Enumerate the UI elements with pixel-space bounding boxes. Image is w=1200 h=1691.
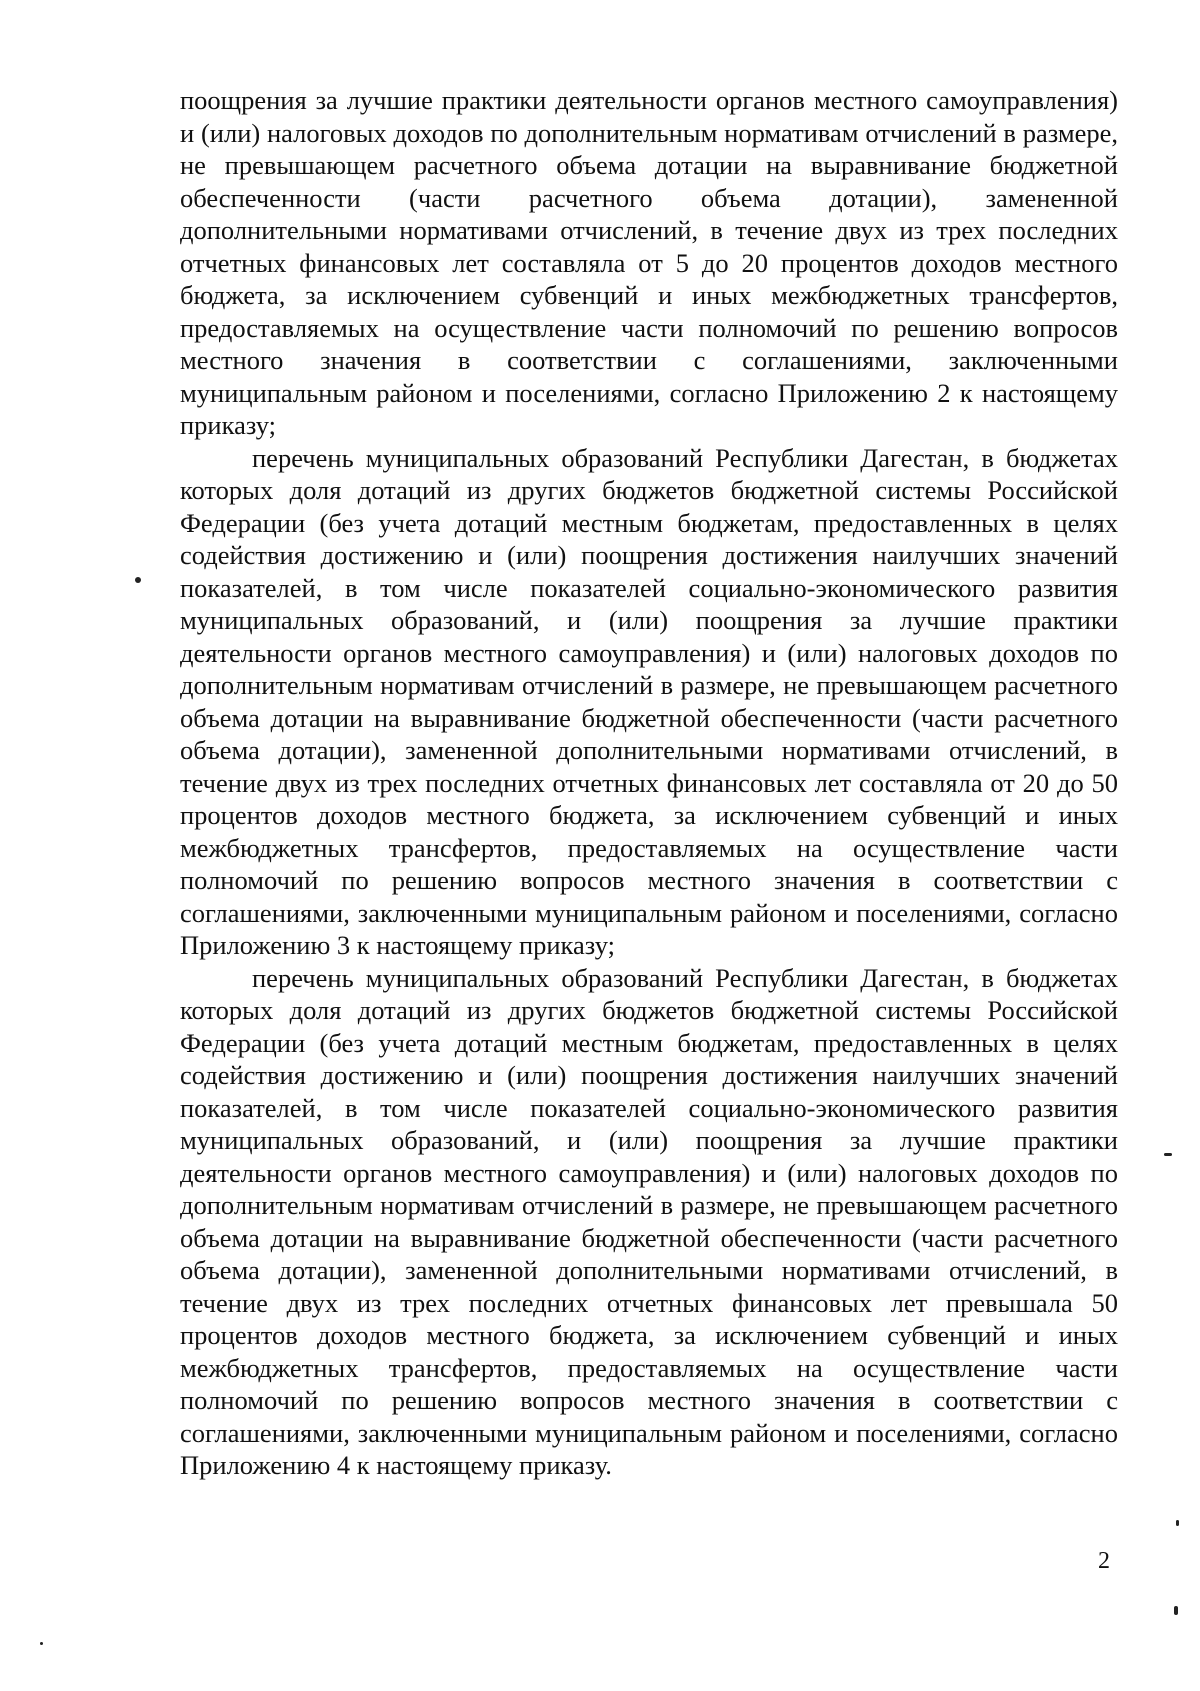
paragraph-list-item-appendix-3: перечень муниципальных образований Республики Дагестан, в бюджетах которых доля дотаций из других бюджетов бюджетной системы Российской Федерации (без учета дотаций местным бюджетам, предоставленных в целях содействия достижению и (или) поощрения достижения наилучших значений показателей, в том числе показателей социально-экономического развития муниципальных образований, и (или) поощрения за лучшие практики деятельности органов местного самоуправления) и (или) налоговых доходов по дополнительным нормативам отчислений в размере, не превышающем расчетного объема дотации на выравнивание бюджетной обеспеченности (части расчетного объема дотации), замененной дополнительными нормативами отчислений, в течение двух из трех последних отчетных финансовых лет составляла от 20 до 50 процентов доходов местного бюджета, за исключением субвенций и иных межбюджетных трансфертов, предоставляемых на осуществление части полномочий по решению вопросов местного значения в соответствии с соглашениями, заключенными муниципальным районом и поселениями, согласно Приложению 3 к настоящему приказу;	[180, 442, 1118, 960]
paragraph-list-item-appendix-4: перечень муниципальных образований Республики Дагестан, в бюджетах которых доля дотаций из других бюджетов бюджетной системы Российской Федерации (без учета дотаций местным бюджетам, предоставленных в целях содействия достижению и (или) поощрения достижения наилучших значений показателей, в том числе показателей социально-экономического развития муниципальных образований, и (или) поощрения за лучшие практики деятельности органов местного самоуправления) и (или) налоговых доходов по дополнительным нормативам отчислений в размере, не превышающем расчетного объема дотации на выравнивание бюджетной обеспеченности (части расчетного объема дотации), замененной дополнительными нормативами отчислений, в течение двух из трех последних отчетных финансовых лет превышала 50 процентов доходов местного бюджета, за исключением субвенций и иных межбюджетных трансфертов, предоставляемых на осуществление части полномочий по решению вопросов местного значения в соответствии с соглашениями, заключенными муниципальным районом и поселениями, согласно Приложению 4 к настоящему приказу.	[180, 962, 1118, 1480]
scan-speck	[1176, 1520, 1179, 1526]
page-number: 2	[1098, 1548, 1110, 1574]
scan-speck	[135, 577, 141, 583]
document-body	[180, 84, 1118, 1482]
scan-speck	[1174, 1606, 1178, 1615]
paragraph-continuation: поощрения за лучшие практики деятельности органов местного самоуправления) и (или) налоговых доходов по дополнительным нормативам отчислений в размере, не превышающем расчетного объема дотации на выравнивание бюджетной обеспеченности (части расчетного объема дотации), замененной дополнительными нормативами отчислений, в течение двух из трех последних отчетных финансовых лет составляла от 5 до 20 процентов доходов местного бюджета, за исключением субвенций и иных межбюджетных трансфертов, предоставляемых на осуществление части полномочий по решению вопросов местного значения в соответствии с соглашениями, заключенными муниципальным районом и поселениями, согласно Приложению 2 к настоящему приказу;	[180, 85, 1118, 440]
scan-speck	[40, 1642, 43, 1645]
scan-speck	[1164, 1153, 1172, 1156]
